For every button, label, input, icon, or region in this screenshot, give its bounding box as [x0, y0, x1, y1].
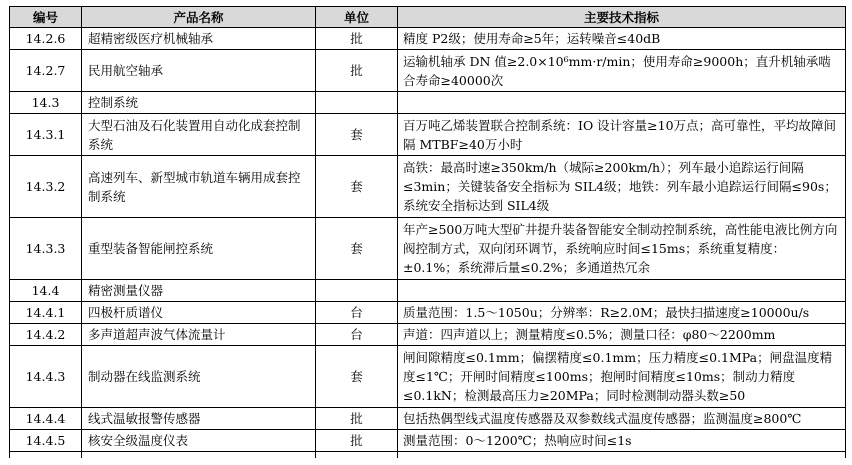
row-code: 14.4.5 [10, 430, 82, 452]
section-row [10, 280, 846, 302]
row-code: 14.3.2 [10, 156, 82, 218]
row-code: 14.4.3 [10, 346, 82, 408]
row-product-name: 超精密级医疗机械轴承 [82, 28, 316, 50]
header-unit: 单位 [316, 7, 398, 28]
table-header-row [10, 7, 846, 28]
row-code: 14.4.4 [10, 408, 82, 430]
row-product-name: 高速列车、新型城市轨道车辆用成套控制系统 [82, 156, 316, 218]
table-row [10, 430, 846, 452]
row-code [10, 452, 82, 459]
header-spec: 主要技术指标 [398, 7, 846, 28]
row-unit: 套 [316, 156, 398, 218]
table-row [10, 408, 846, 430]
row-spec: 闸间隙精度≤0.1mm；偏摆精度≤0.1mm；压力精度≤0.1MPa；闸盘温度精度≤1℃；开闸时间精度≤100ms；抱闸时间精度≤10ms；制动力精度≤0.1kN；检测最高压力≥20MPa；同时检测制动器头数≥50 [398, 346, 846, 408]
row-unit: 批 [316, 408, 398, 430]
row-product-name: 重型装备智能闸控系统 [82, 218, 316, 280]
row-unit: 套 [316, 346, 398, 408]
row-unit [316, 92, 398, 114]
table-row [10, 324, 846, 346]
row-unit [316, 280, 398, 302]
row-code: 14.3.3 [10, 218, 82, 280]
header-product-name: 产品名称 [82, 7, 316, 28]
table-row [10, 28, 846, 50]
row-unit: 套 [316, 218, 398, 280]
table-row [10, 50, 846, 92]
row-product-name [82, 452, 316, 459]
row-spec [398, 92, 846, 114]
row-spec: 年产≥500万吨大型矿井提升装备智能安全制动控制系统，高性能电液比例方向阀控制方式，双向闭环调节，系统响应时间≤15ms；系统重复精度：±0.1%；系统滞后量≤0.2%；多通道热冗余 [398, 218, 846, 280]
section-title: 精密测量仪器 [82, 280, 316, 302]
table-row [10, 218, 846, 280]
row-unit [316, 452, 398, 459]
row-spec: 百万吨乙烯装置联合控制系统：IO 设计容量≥10万点；高可靠性，平均故障间隔 MTBF≥40万小时 [398, 114, 846, 156]
row-spec: 声道：四声道以上；测量精度≤0.5%；测量口径：φ80～2200mm [398, 324, 846, 346]
row-code: 14.2.6 [10, 28, 82, 50]
table-row [10, 346, 846, 408]
row-spec [398, 280, 846, 302]
row-product-name: 民用航空轴承 [82, 50, 316, 92]
row-spec: 精度 P2级；使用寿命≥5年；运转噪音≤40dB [398, 28, 846, 50]
row-unit: 批 [316, 28, 398, 50]
row-spec: 运输机轴承 DN 值≥2.0×10⁶mm·r/min；使用寿命≥9000h；直升机轴承啮合寿命≥40000次 [398, 50, 846, 92]
row-spec: 包括热偶型线式温度传感器及双参数线式温度传感器；监测温度≥800℃ [398, 408, 846, 430]
table-row [10, 156, 846, 218]
row-code: 14.4.1 [10, 302, 82, 324]
row-product-name: 多声道超声波气体流量计 [82, 324, 316, 346]
row-spec: 高铁：最高时速≥350km/h（城际≥200km/h）；列车最小追踪运行间隔≤3min；关键装备安全指标为 SIL4级；地铁：列车最小追踪运行间隔≤90s；系统安全指标达到 SIL4级 [398, 156, 846, 218]
section-row [10, 92, 846, 114]
row-product-name: 四极杆质谱仪 [82, 302, 316, 324]
section-title: 控制系统 [82, 92, 316, 114]
section-code: 14.3 [10, 92, 82, 114]
row-unit: 台 [316, 302, 398, 324]
row-product-name: 核安全级温度仪表 [82, 430, 316, 452]
row-product-name: 线式温敏报警传感器 [82, 408, 316, 430]
section-code: 14.4 [10, 280, 82, 302]
header-code: 编号 [10, 7, 82, 28]
table-row-cut-off [10, 452, 846, 459]
row-spec: 质量范围：1.5～1050u；分辨率：R≥2.0M；最快扫描速度≥10000u/s [398, 302, 846, 324]
row-code: 14.4.2 [10, 324, 82, 346]
table-row [10, 302, 846, 324]
product-spec-table [9, 6, 846, 458]
row-product-name: 大型石油及石化装置用自动化成套控制系统 [82, 114, 316, 156]
row-code: 14.3.1 [10, 114, 82, 156]
row-spec: 测量范围：0～1200℃；热响应时间≤1s [398, 430, 846, 452]
row-spec [398, 452, 846, 459]
row-unit: 批 [316, 50, 398, 92]
table-row [10, 114, 846, 156]
row-unit: 台 [316, 324, 398, 346]
row-unit: 批 [316, 430, 398, 452]
row-code: 14.2.7 [10, 50, 82, 92]
row-product-name: 制动器在线监测系统 [82, 346, 316, 408]
row-unit: 套 [316, 114, 398, 156]
